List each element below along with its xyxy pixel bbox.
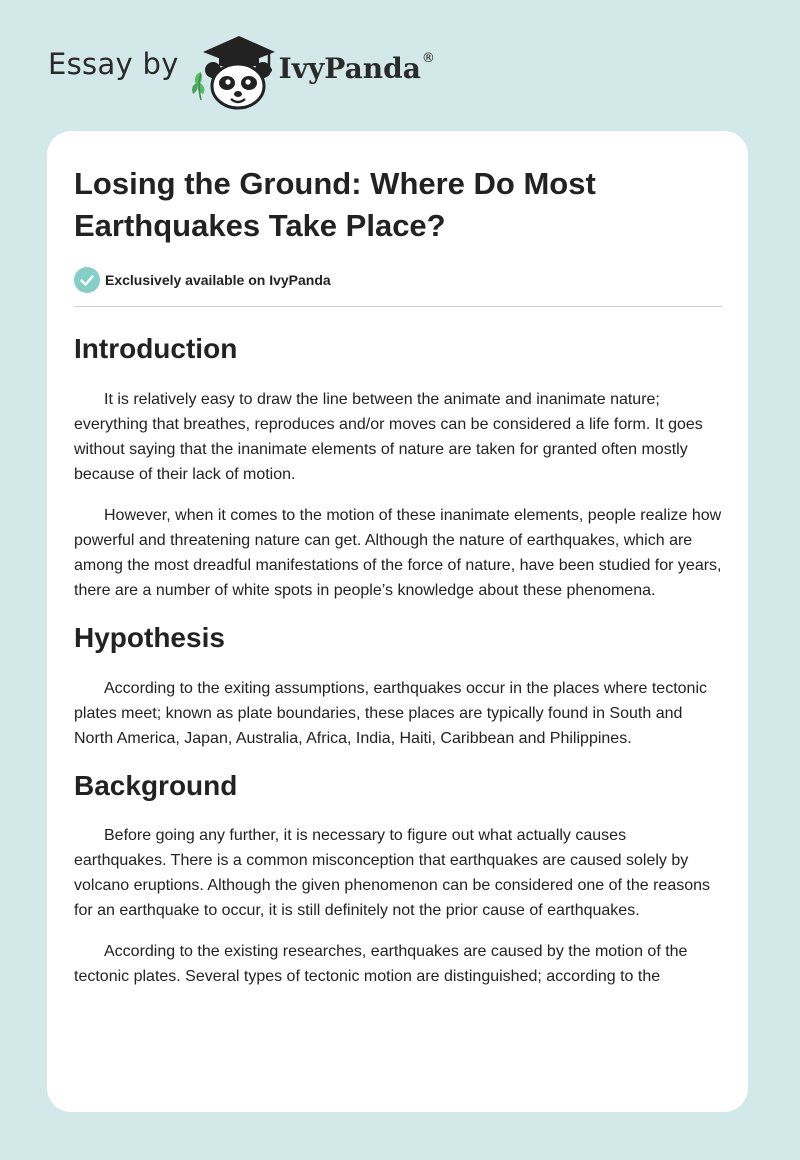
paragraph: According to the existing researches, earthquakes are caused by the motion of the tectonic plates. Several types of tectonic motion are distinguished; according to the [74,943,688,985]
exclusive-badge [74,266,722,294]
paragraph: It is relatively easy to draw the line between the animate and inanimate nature; everything that breathes, reproduces and/or moves can be considered a life form. It goes without saying that the inanimate elements of nature are taken for granted often mostly because of their lack of motion. [74,391,703,483]
title-divider [74,306,722,307]
checkmark-badge-icon [74,267,100,293]
section-heading-background: Background [74,770,238,801]
brand-name: IvyPanda [278,51,421,85]
essay-title-line-1: Losing the Ground: Where Do Most [74,166,596,201]
essay-by-label: Essay by [48,47,179,81]
exclusive-label: Exclusively available on IvyPanda [105,272,331,288]
paragraph: Before going any further, it is necessary to figure out what actually causes earthquakes. There is a common misconception that earthquakes are caused solely by volcano eruptions. Although the given phenomenon can be considered one of the reasons for an earthquake to occur, it is still definitely not the prior cause of earthquakes. [74,827,711,919]
paragraph: However, when it comes to the motion of these inanimate elements, people realize how powerful and threatening nature can get. Although the nature of earthquakes, which are among the most dreadful manifestations of the force of nature, have been studied for years, there are a number of white spots in people’s knowledge about these phenomena. [74,507,722,599]
essay-title-line-2: Earthquakes Take Place? [74,208,446,243]
essay-title [74,163,722,247]
essay-card [47,131,748,1112]
section-heading-introduction: Introduction [74,333,238,364]
paragraph: According to the exiting assumptions, earthquakes occur in the places where tectonic plates meet; known as plate boundaries, these places are typically found in South and North America, Japan, Australia, Africa, India, Haiti, Caribbean and Philippines. [74,680,707,747]
panda-graduate-icon [189,30,275,110]
registered-mark: ® [421,50,435,66]
section-heading-hypothesis: Hypothesis [74,622,225,653]
site-header [48,30,435,110]
